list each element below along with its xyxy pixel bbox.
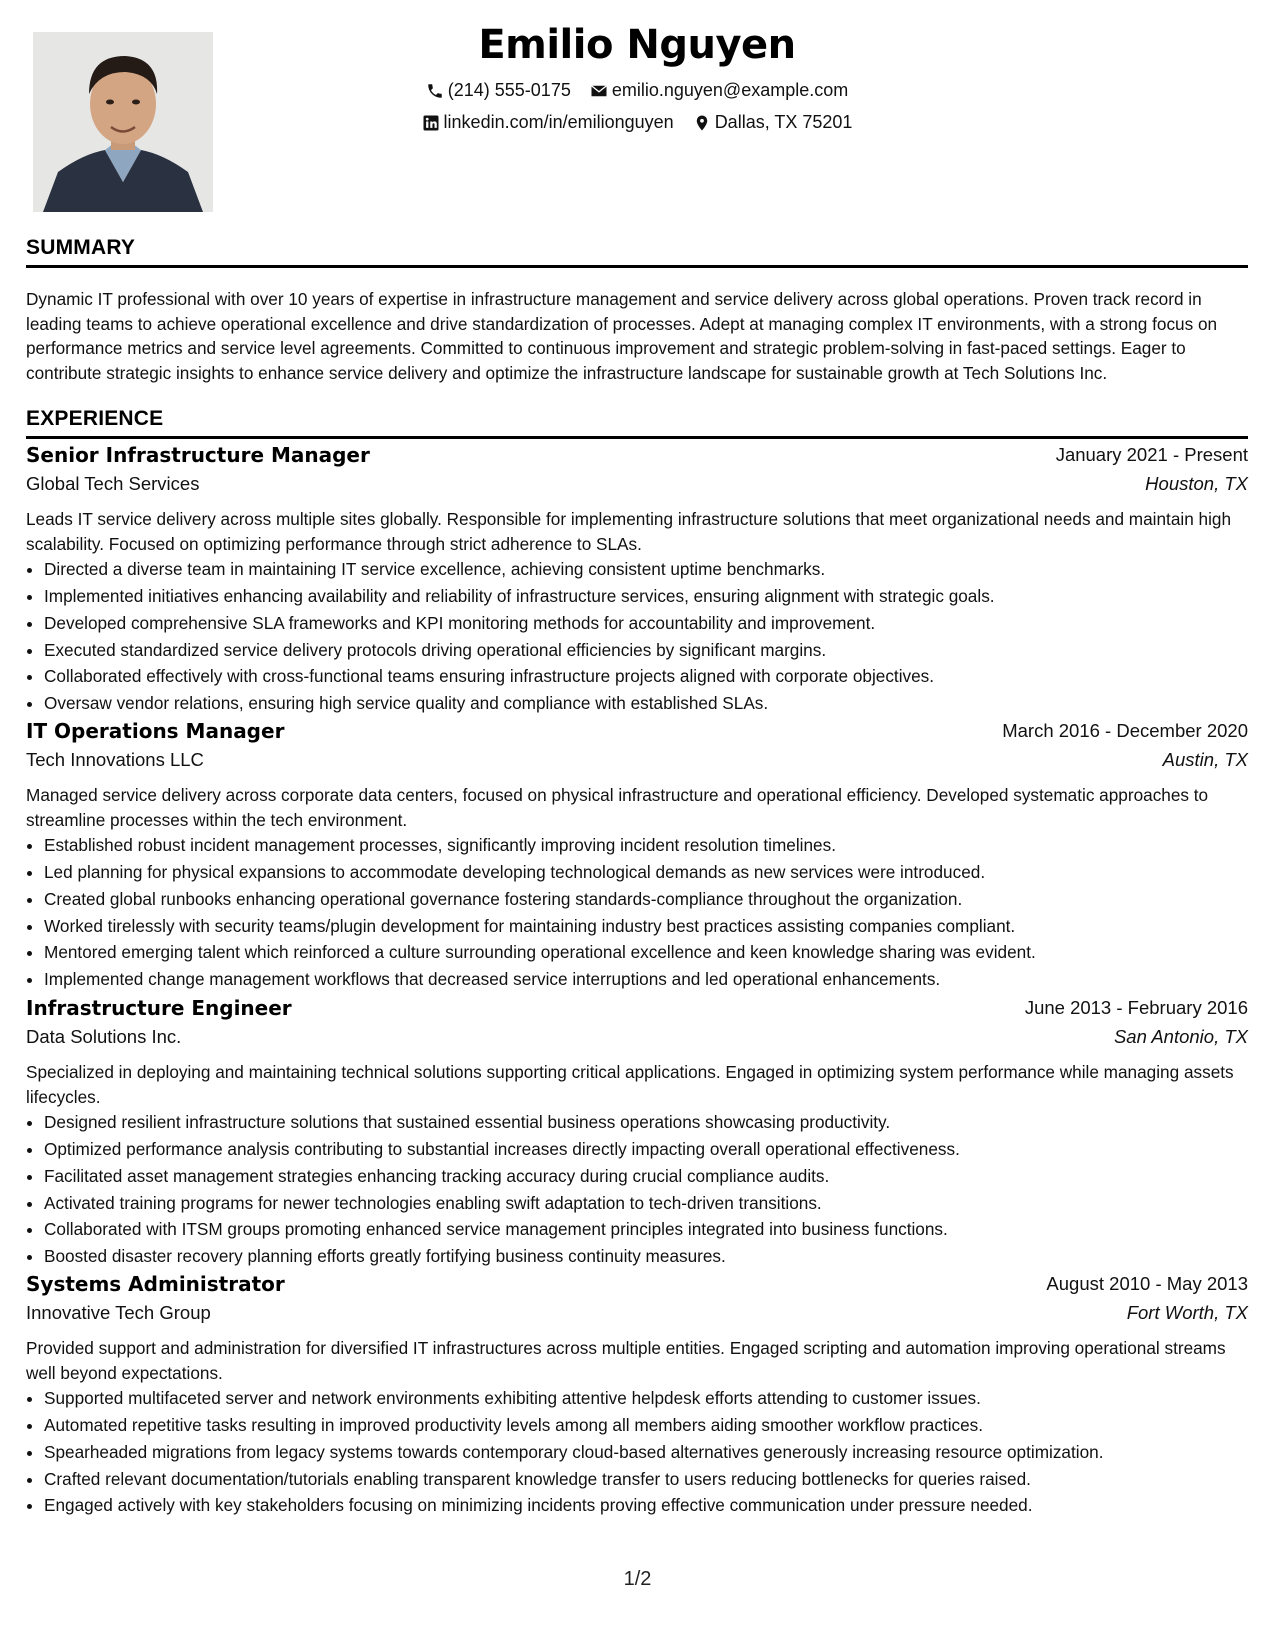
job-header <box>26 443 1248 473</box>
job-location: Houston, TX <box>1145 473 1248 494</box>
job-entry <box>26 719 1248 993</box>
job-bullets <box>26 1109 1248 1270</box>
candidate-name: Emilio Nguyen <box>478 22 796 68</box>
location-contact <box>693 112 853 133</box>
job-description: Specialized in deploying and maintaining technical solutions supporting critical applications. Engaged in optimizing system performance while managing assets lifecycles. <box>26 1062 1234 1107</box>
job-dates: August 2010 - May 2013 <box>1046 1273 1248 1294</box>
location-text: Dallas, TX 75201 <box>714 112 853 132</box>
job-location: San Antonio, TX <box>1113 1026 1248 1047</box>
job-subheader <box>26 1026 1248 1056</box>
bullet-item: • Created global runbooks enhancing operational governance fostering standards-compliance throughout the organization. <box>44 886 1248 913</box>
bullet-item: • Worked tirelessly with security teams/plugin development for maintaining industry best practices assisting companies compliant. <box>44 913 1248 940</box>
bullet-item: • Implemented initiatives enhancing availability and reliability of infrastructure services, ensuring alignment with strategic goals. <box>44 583 1248 610</box>
job-title: IT Operations Manager <box>26 719 285 743</box>
bullet-item: • Engaged actively with key stakeholders focusing on minimizing incidents proving effective communication under pressure needed. <box>44 1492 1248 1519</box>
contact-line-1 <box>26 80 1248 105</box>
job-description: Provided support and administration for diversified IT infrastructures across multiple entities. Engaged scripting and automation improving operational streams well beyond expectations. <box>26 1338 1226 1383</box>
phone-text: (214) 555-0175 <box>447 80 571 100</box>
bullet-item: • Led planning for physical expansions to accommodate developing technological demands as new services were introduced. <box>44 859 1248 886</box>
job-subheader <box>26 473 1248 503</box>
job-location: Austin, TX <box>1162 749 1248 770</box>
linkedin-contact[interactable] <box>422 112 674 133</box>
job-description: Managed service delivery across corporate data centers, focused on physical infrastructure and operational efficiency. Developed systematic approaches to streamline processes within the tech environment. <box>26 785 1209 830</box>
linkedin-icon <box>422 114 440 132</box>
page-number: 1/2 <box>623 1568 652 1590</box>
summary-heading: SUMMARY <box>26 236 1248 268</box>
bullet-item: • Optimized performance analysis contributing to substantial increases directly impacting overall operational effectiveness. <box>44 1136 1248 1163</box>
job-header <box>26 1272 1248 1302</box>
company-name: Data Solutions Inc. <box>26 1026 182 1047</box>
job-entry <box>26 1272 1248 1519</box>
phone-contact <box>426 80 571 101</box>
phone-icon <box>426 82 444 100</box>
bullet-item: • Activated training programs for newer technologies enabling swift adaptation to tech-driven transitions. <box>44 1190 1248 1217</box>
bullet-item: • Facilitated asset management strategies enhancing tracking accuracy during crucial compliance audits. <box>44 1163 1248 1190</box>
job-header <box>26 719 1248 749</box>
bullet-item: • Established robust incident management processes, significantly improving incident resolution timelines. <box>44 832 1248 859</box>
bullet-item: • Collaborated effectively with cross-functional teams ensuring infrastructure projects aligned with corporate objectives. <box>44 663 1248 690</box>
bullet-item: • Oversaw vendor relations, ensuring high service quality and compliance with established SLAs. <box>44 690 1248 717</box>
bullet-item: • Spearheaded migrations from legacy systems towards contemporary cloud-based alternatives generously increasing resource optimization. <box>44 1439 1248 1466</box>
bullet-item: • Crafted relevant documentation/tutorials enabling transparent knowledge transfer to users reducing bottlenecks for queries raised. <box>44 1466 1248 1493</box>
job-header <box>26 996 1248 1026</box>
resume-page <box>26 0 1248 1650</box>
job-dates: March 2016 - December 2020 <box>1002 720 1248 741</box>
bullet-item: • Collaborated with ITSM groups promoting enhanced service management principles integrated into business functions. <box>44 1216 1248 1243</box>
job-bullets <box>26 1385 1248 1519</box>
experience-heading: EXPERIENCE <box>26 407 1248 439</box>
summary-text: Dynamic IT professional with over 10 years of expertise in infrastructure management and service delivery across global operations. Proven track record in leading teams to achieve operational excellence and drive standardization of processes. Adept at managing complex IT environments, with a strong focus on performance metrics and service level agreements. Committed to continuous improvement and strategic problem-solving in fast-paced settings. Eager to contribute strategic insights to enhance service delivery and optimize the infrastructure landscape for sustainable growth at Tech Solutions Inc. <box>26 289 1218 383</box>
job-dates: June 2013 - February 2016 <box>1024 997 1248 1018</box>
job-title: Systems Administrator <box>26 1272 285 1296</box>
job-description: Leads IT service delivery across multiple sites globally. Responsible for implementing infrastructure solutions that meet organizational needs and maintain high scalability. Focused on optimizing performance through strict adherence to SLAs. <box>26 509 1232 554</box>
job-subheader <box>26 749 1248 779</box>
company-name: Tech Innovations LLC <box>26 749 204 770</box>
linkedin-text[interactable]: linkedin.com/in/emilionguyen <box>443 112 674 132</box>
job-bullets <box>26 832 1248 993</box>
contact-line-2 <box>26 112 1248 137</box>
job-title: Infrastructure Engineer <box>26 996 292 1020</box>
job-location: Fort Worth, TX <box>1126 1302 1248 1323</box>
bullet-item: • Supported multifaceted server and network environments exhibiting attentive helpdesk efforts attending to customer issues. <box>44 1385 1248 1412</box>
company-name: Innovative Tech Group <box>26 1302 211 1323</box>
bullet-item: • Boosted disaster recovery planning efforts greatly fortifying business continuity measures. <box>44 1243 1248 1270</box>
bullet-item: • Implemented change management workflows that decreased service interruptions and led operational enhancements. <box>44 966 1248 993</box>
job-entry <box>26 443 1248 717</box>
map-pin-icon <box>693 114 711 132</box>
bullet-item: • Designed resilient infrastructure solutions that sustained essential business operations showcasing productivity. <box>44 1109 1248 1136</box>
bullet-item: • Executed standardized service delivery protocols driving operational efficiencies by significant margins. <box>44 637 1248 664</box>
email-text[interactable]: emilio.nguyen@example.com <box>611 80 849 100</box>
bullet-item: • Automated repetitive tasks resulting in improved productivity levels among all members aiding smoother workflow practices. <box>44 1412 1248 1439</box>
job-entry <box>26 996 1248 1270</box>
envelope-icon <box>590 82 608 100</box>
job-dates: January 2021 - Present <box>1055 444 1248 465</box>
bullet-item: • Directed a diverse team in maintaining IT service excellence, achieving consistent uptime benchmarks. <box>44 556 1248 583</box>
email-contact[interactable] <box>590 80 848 101</box>
job-title: Senior Infrastructure Manager <box>26 443 370 467</box>
job-subheader <box>26 1302 1248 1332</box>
company-name: Global Tech Services <box>26 473 200 494</box>
bullet-item: • Developed comprehensive SLA frameworks and KPI monitoring methods for accountability and improvement. <box>44 610 1248 637</box>
job-bullets <box>26 556 1248 717</box>
bullet-item: • Mentored emerging talent which reinforced a culture surrounding operational excellence and keen knowledge sharing was evident. <box>44 939 1248 966</box>
